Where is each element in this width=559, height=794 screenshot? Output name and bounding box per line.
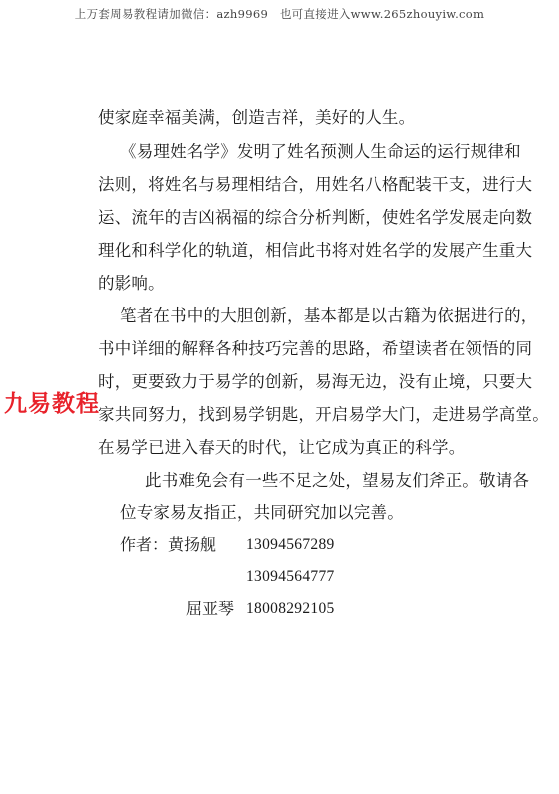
text-line: 此书难免会有一些不足之处，望易友们斧正。敬请各	[145, 471, 530, 490]
author-row-1	[120, 535, 216, 555]
text-line: 书中详细的解释各种技巧完善的思路，希望读者在领悟的同	[98, 339, 533, 358]
text-line: 运、流年的吉凶祸福的综合分析判断，使姓名学发展走向数	[98, 208, 533, 227]
author-phone: 13094567289	[246, 536, 335, 553]
author-name: 黄扬舰	[168, 535, 217, 554]
author-phone: 13094564777	[246, 568, 335, 585]
author-phone: 18008292105	[246, 600, 335, 617]
text-line: 理化和科学化的轨道，相信此书将对姓名学的发展产生重大	[98, 241, 533, 260]
text-line: 法则，将姓名与易理相结合，用姓名八格配装干支，进行大	[98, 175, 533, 194]
text-line: 家共同努力，找到易学钥匙，开启易学大门，走进易学高堂。	[98, 405, 549, 424]
author-label: 作者：	[120, 535, 169, 554]
text-line: 《易理姓名学》发明了姓名预测人生命运的运行规律和	[120, 142, 521, 161]
text-line: 使家庭幸福美满，创造吉祥，美好的人生。	[98, 108, 416, 127]
text-line: 笔者在书中的大胆创新，基本都是以古籍为依据进行的，	[120, 306, 538, 325]
text-line: 位专家易友指正，共同研究加以完善。	[120, 503, 404, 522]
page-header-ad: 上万套周易教程请加微信：azh9969 也可直接进入www.265zhouyiw.com	[74, 7, 485, 21]
text-line: 的影响。	[98, 274, 165, 293]
watermark-logo: 九易教程	[4, 391, 100, 417]
text-line: 时，更要致力于易学的创新，易海无边，没有止境，只要大	[98, 372, 533, 391]
author-name: 屈亚琴	[186, 599, 235, 618]
text-line: 在易学已进入春天的时代，让它成为真正的科学。	[98, 438, 466, 457]
